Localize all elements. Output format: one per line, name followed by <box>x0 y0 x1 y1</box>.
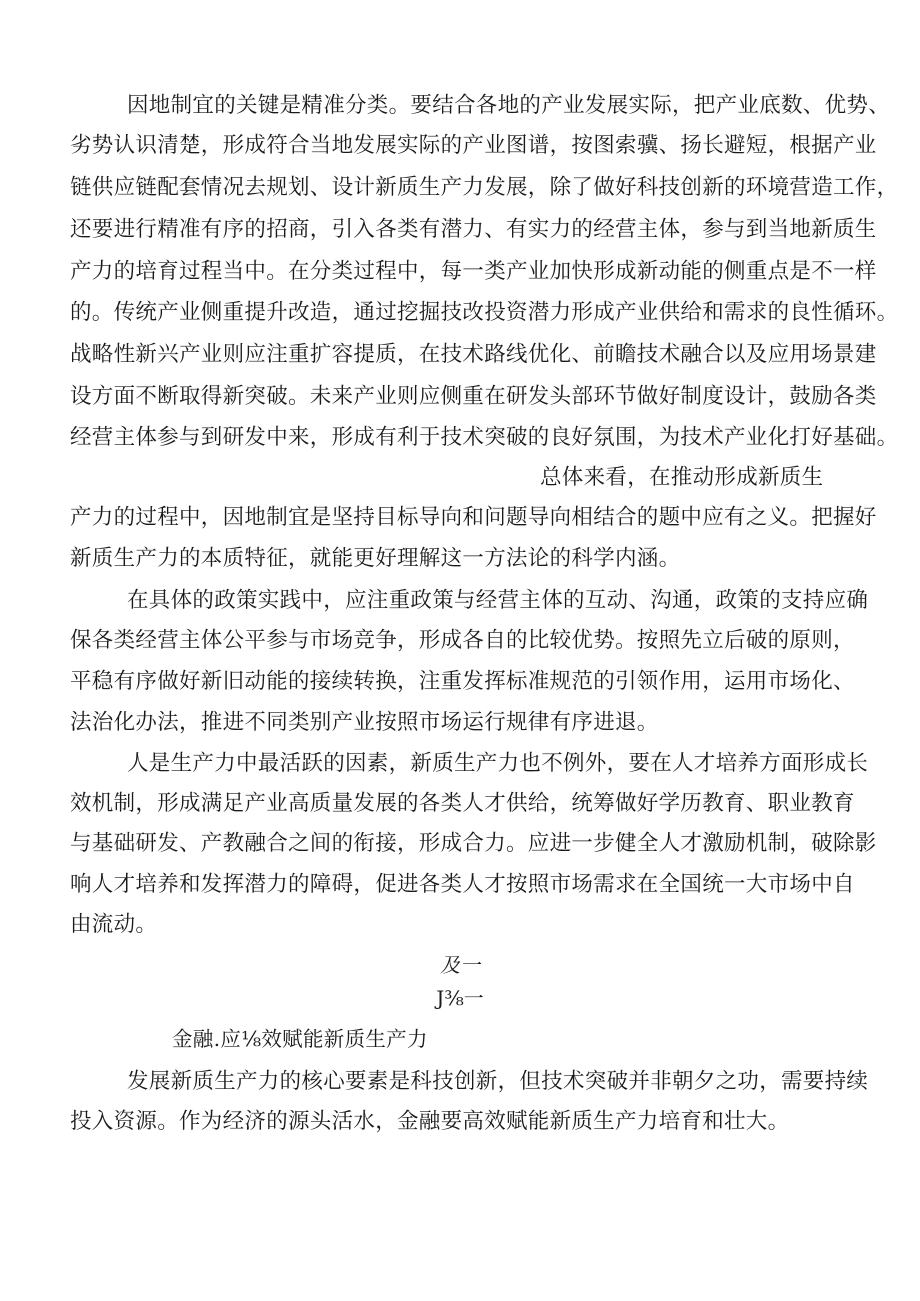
paragraph-3-line-2: 效机制，形成满足产业高质量发展的各类人才供给，统筹做好学历教育、职业教育 <box>70 791 855 816</box>
paragraph-1-line-11: 产力的过程中，因地制宜是坚持目标导向和问题导向相结合的题中应有之义。把握好 <box>70 505 877 530</box>
section-mark-line-1: 及一 <box>440 953 480 977</box>
section-mark-line-2: J⅜一 <box>436 986 484 1010</box>
paragraph-1-line-3: 链供应链配套情况去规划、设计新质生产力发展，除了做好科技创新的环境营造工作， <box>70 175 899 200</box>
paragraph-1-line-4: 还要进行精准有序的招商，引入各类有潜力、有实力的经营主体，参与到当地新质生 <box>70 217 877 242</box>
section-heading: 金融.应⅛效赋能新质生产力 <box>172 1027 428 1051</box>
paragraph-2-line-3: 平稳有序做好新旧动能的接续转换，注重发挥标准规范的引领作用，运用市场化、 <box>70 669 855 694</box>
paragraph-1-line-1: 因地制宜的关键是精准分类。要结合各地的产业发展实际，把产业底数、优势、 <box>127 93 891 118</box>
paragraph-1-line-8: 设方面不断取得新突破。未来产业则应侧重在研发头部环节做好制度设计，鼓励各类 <box>70 384 877 409</box>
paragraph-3-line-5: 由流动。 <box>70 912 158 937</box>
paragraph-4-line-1: 发展新质生产力的核心要素是科技创新，但技术突破并非朝夕之功，需要持续 <box>127 1069 869 1094</box>
paragraph-2-line-2: 保各类经营主体公平参与市场竞争，形成各自的比较优势。按照先立后破的原则， <box>70 628 855 653</box>
paragraph-4-line-2: 投入资源。作为经济的源头活水，金融要高效赋能新质生产力培育和壮大。 <box>70 1109 790 1134</box>
paragraph-3-line-1: 人是生产力中最活跃的因素，新质生产力也不例外，要在人才培养方面形成长 <box>127 751 869 776</box>
paragraph-1-line-6: 的。传统产业侧重提升改造，通过挖掘技改投资潜力形成产业供给和需求的良性循环。 <box>70 300 899 325</box>
paragraph-3-line-3: 与基础研发、产教融合之间的衔接，形成合力。应进一步健全人才激励机制，破除影 <box>70 831 877 856</box>
paragraph-2-line-1: 在具体的政策实践中，应注重政策与经营主体的互动、沟通，政策的支持应确 <box>127 588 869 613</box>
paragraph-2-line-4: 法治化办法，推进不同类别产业按照市场运行规律有序进退。 <box>70 710 659 735</box>
paragraph-1-line-5: 产力的培育过程当中。在分类过程中，每一类产业加快形成新动能的侧重点是不一样 <box>70 259 877 284</box>
paragraph-1-line-12: 新质生产力的本质特征，就能更好理解这一方法论的科学内涵。 <box>70 546 681 571</box>
paragraph-1-line-2: 劣势认识清楚，形成符合当地发展实际的产业图谱，按图索骥、扬长避短，根据产业 <box>70 133 877 158</box>
paragraph-3-line-4: 响人才培养和发挥潜力的障碍，促进各类人才按照市场需求在全国统一大市场中自 <box>70 872 855 897</box>
paragraph-1-line-9: 经营主体参与到研发中来，形成有利于技术突破的良好氛围，为技术产业化打好基础。 <box>70 425 899 450</box>
paragraph-1-line-7: 战略性新兴产业则应注重扩容提质，在技术路线优化、前瞻技术融合以及应用场景建 <box>70 342 877 367</box>
paragraph-1-line-10: 总体来看，在推动形成新质生 <box>540 465 824 490</box>
